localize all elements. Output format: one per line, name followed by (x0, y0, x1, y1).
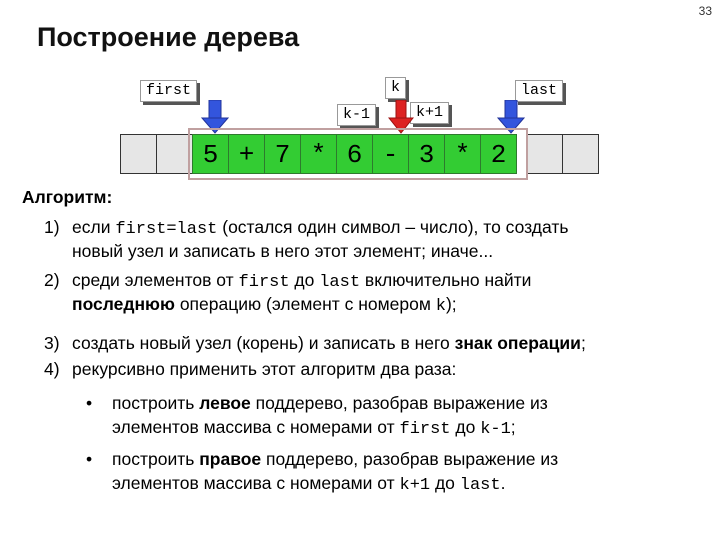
bullet1-icon: • (86, 393, 93, 413)
array-cell: 5 (192, 134, 229, 174)
step4-line1: рекурсивно применить этот алгоритм два раза: (72, 359, 457, 379)
algorithm-heading: Алгоритм: (22, 187, 113, 207)
pointer-label-k-minus-1: k-1 (337, 104, 376, 126)
bullet1-line1: построить левое поддерево, разобрав выражение из (112, 393, 548, 413)
pointer-label-k: k (385, 77, 406, 99)
array-cell-empty (562, 134, 599, 174)
array-cell: * (444, 134, 481, 174)
step3-number: 3) (44, 333, 60, 353)
bullet1-line2: элементов массива с номерами от first до k-1; (112, 417, 516, 439)
array-cell: + (228, 134, 265, 174)
step1-line1: если first=last (остался один символ – число), то создать (72, 217, 569, 239)
pointer-label-last: last (515, 80, 563, 102)
step1-line2: новый узел и записать в него этот элемент; иначе... (72, 241, 494, 261)
bullet2-line2: элементов массива с номерами от k+1 до last. (112, 473, 506, 495)
slide-title: Построение дерева (37, 22, 300, 52)
bullet2-icon: • (86, 449, 93, 469)
slide-number: 33 (698, 4, 712, 18)
array-cell: - (372, 134, 409, 174)
range-highlight-frame (188, 128, 528, 180)
step2-number: 2) (44, 270, 60, 290)
array-cell: 3 (408, 134, 445, 174)
array-cell: 6 (336, 134, 373, 174)
pointer-label-k-plus-1: k+1 (410, 102, 449, 124)
array-cell: 2 (480, 134, 517, 174)
step4-number: 4) (44, 359, 60, 379)
step1-number: 1) (44, 217, 60, 237)
step2-line1: среди элементов от first до last включительно найти (72, 270, 532, 292)
step3-line1: создать новый узел (корень) и записать в него знак операции; (72, 333, 586, 353)
bullet2-line1: построить правое поддерево, разобрав выражение из (112, 449, 559, 469)
array-cell: 7 (264, 134, 301, 174)
array-cell: * (300, 134, 337, 174)
pointer-label-first: first (140, 80, 197, 102)
step2-line2: последнюю операцию (элемент с номером k); (72, 294, 457, 316)
array-cell-empty (526, 134, 563, 174)
array-cell-empty (120, 134, 157, 174)
